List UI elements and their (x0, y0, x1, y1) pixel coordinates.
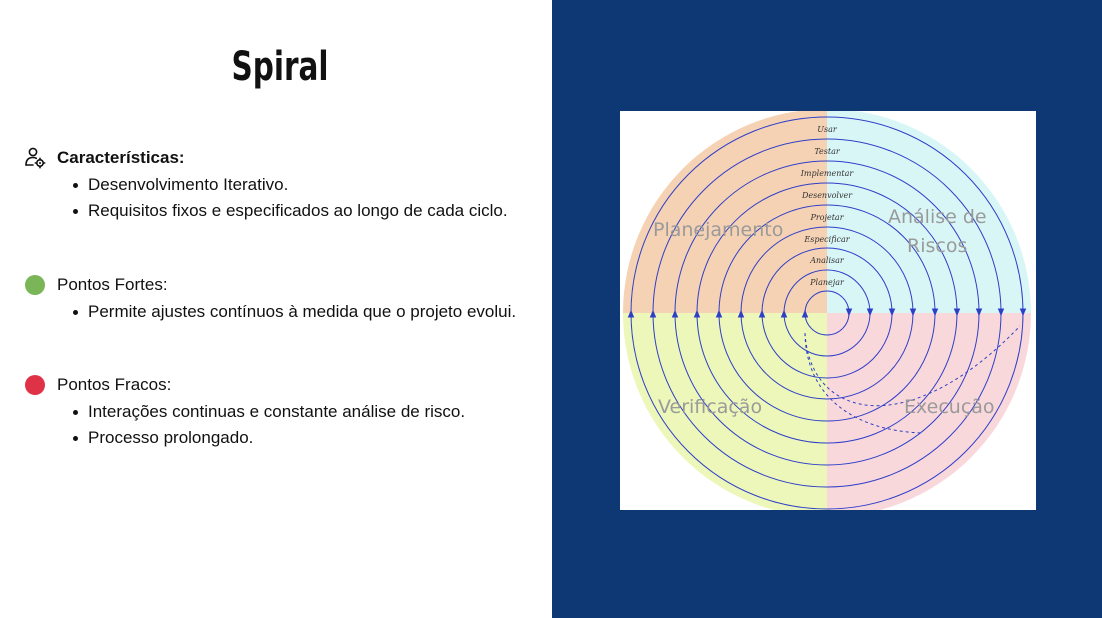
stage-label: Testar (814, 147, 840, 156)
bullet-list (24, 399, 544, 451)
stage-label: Analisar (810, 256, 844, 265)
section-title: Características: (57, 148, 185, 167)
label-riscos: Riscos (907, 235, 968, 257)
label-execucao: Execução (904, 396, 995, 418)
section-pontos-fortes (24, 273, 544, 325)
stage-label: Implementar (800, 169, 854, 178)
list-item: Interações continuas e constante análise de risco. (88, 399, 544, 425)
section-heading (24, 146, 544, 170)
stage-label: Desenvolver (801, 191, 853, 200)
section-heading (24, 273, 544, 297)
green-dot-icon (24, 274, 46, 296)
spiral-diagram-svg (620, 111, 1036, 510)
list-item: Permite ajustes contínuos à medida que o projeto evolui. (88, 299, 544, 325)
label-planejamento: Planejamento (653, 219, 784, 241)
list-item: Requisitos fixos e especificados ao longo de cada ciclo. (88, 198, 544, 224)
list-item: Processo prolongado. (88, 425, 544, 451)
bullet-list (24, 299, 544, 325)
label-analise-de: Análise de (888, 206, 987, 228)
stage-label: Especificar (804, 235, 850, 244)
label-verificacao: Verificação (658, 396, 763, 418)
bullet-list (24, 172, 544, 224)
stage-label: Projetar (810, 213, 844, 222)
section-pontos-fracos (24, 373, 544, 451)
section-heading (24, 373, 544, 397)
slide-title: Spiral (231, 44, 329, 90)
spiral-model-diagram (620, 111, 1036, 510)
stage-label: Planejar (810, 278, 844, 287)
list-item: Desenvolvimento Iterativo. (88, 172, 544, 198)
section-caracteristicas (24, 146, 544, 224)
section-title: Pontos Fortes: (57, 275, 168, 294)
red-dot-icon (24, 374, 46, 396)
person-settings-icon (24, 147, 46, 169)
section-title: Pontos Fracos: (57, 375, 172, 394)
stage-label: Usar (817, 125, 837, 134)
